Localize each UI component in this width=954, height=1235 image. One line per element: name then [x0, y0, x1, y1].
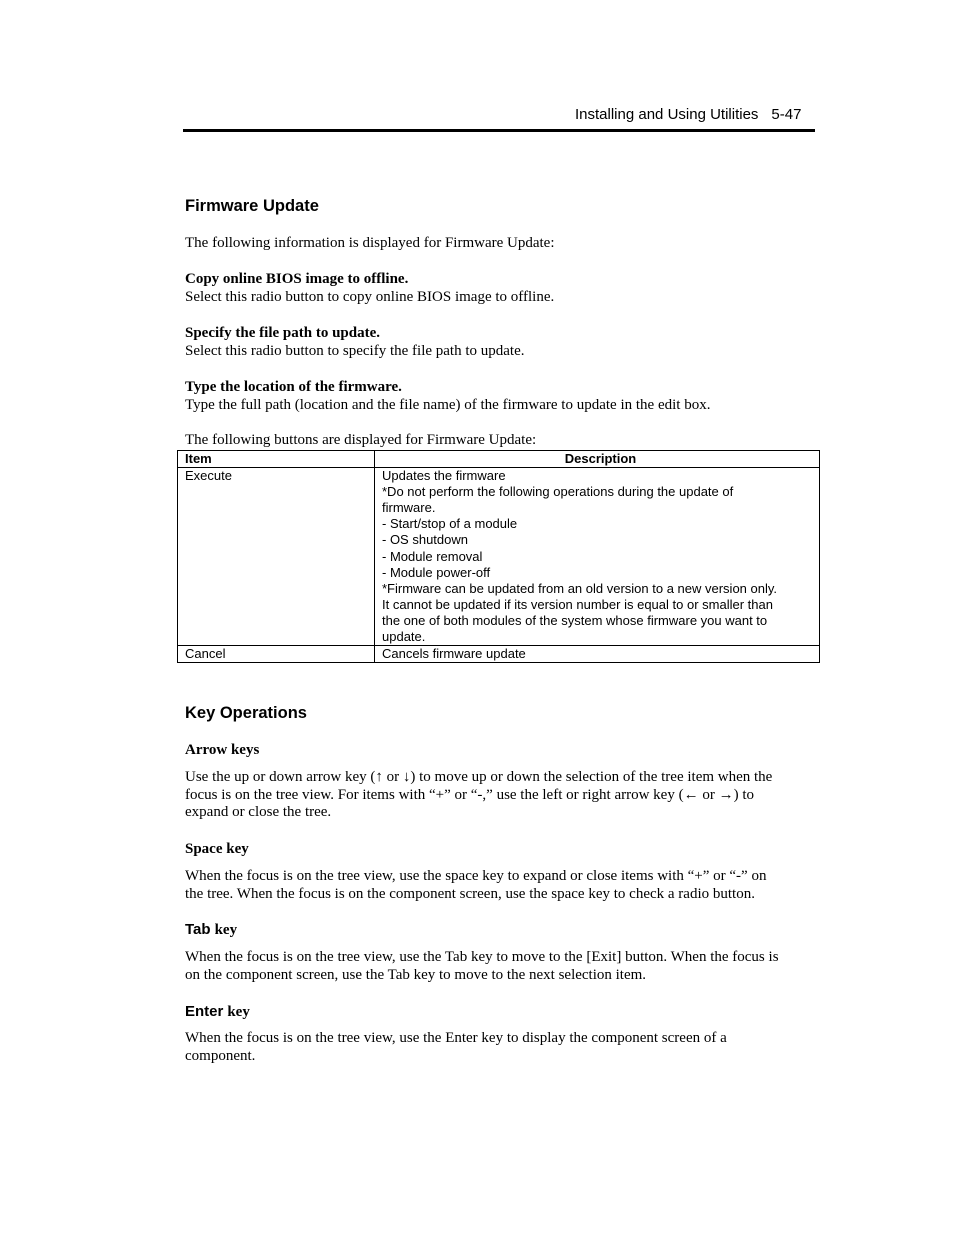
- enter-key-text: [185, 1030, 835, 1065]
- table-row: [178, 468, 820, 646]
- table-header-item: Item: [178, 451, 375, 468]
- option-type-location: [185, 379, 825, 414]
- table-cell-item: Execute: [178, 468, 375, 646]
- tab-key-suffix: key: [214, 922, 238, 938]
- text-line: When the focus is on the tree view, use the Enter key to display the component screen of a: [185, 1030, 727, 1046]
- text-line: Use the up or down arrow key (↑ or ↓) to move up or down the selection of the tree item when the: [185, 769, 773, 785]
- option-title: Type the location of the firmware.: [185, 379, 402, 395]
- buttons-intro: The following buttons are displayed for Firmware Update:: [185, 432, 537, 448]
- description-line: It cannot be updated if its version number is equal to or smaller than: [382, 596, 773, 612]
- page-number: 5-47: [771, 106, 802, 123]
- arrow-keys-title: Arrow keys: [185, 742, 260, 758]
- description-line: Updates the firmware: [382, 468, 506, 484]
- option-text: Select this radio button to copy online BIOS image to offline.: [185, 288, 555, 305]
- text-line: When the focus is on the tree view, use the Tab key to move to the [Exit] button. When the focus is: [185, 949, 779, 965]
- option-text: Type the full path (location and the file name) of the firmware to update in the edit box.: [185, 396, 711, 413]
- table-cell-description: [375, 468, 820, 646]
- description-line: Cancels firmware update: [382, 646, 526, 662]
- table-header-description: Description: [375, 451, 820, 468]
- table-header-row: [178, 451, 820, 468]
- text-line: expand or close the tree.: [185, 804, 332, 821]
- description-line: the one of both modules of the system whose firmware you want to: [382, 612, 768, 628]
- description-line: - Module power-off: [382, 564, 491, 580]
- table-cell-description: [375, 646, 820, 663]
- tab-key-text: [185, 949, 835, 984]
- enter-key-suffix: key: [227, 1004, 250, 1020]
- option-specify-file-path: [185, 325, 825, 360]
- description-line: - OS shutdown: [382, 532, 468, 548]
- option-title: Specify the file path to update.: [185, 325, 380, 341]
- description-line: - Start/stop of a module: [382, 516, 518, 532]
- firmware-update-heading: Firmware Update: [185, 197, 319, 215]
- space-key-text: [185, 868, 835, 903]
- running-header: [575, 106, 801, 123]
- tab-key-title: [185, 921, 237, 939]
- description-line: - Module removal: [382, 548, 483, 564]
- header-section-title: Installing and Using Utilities: [575, 106, 759, 123]
- description-line: update.: [382, 629, 426, 645]
- tab-key-name: Tab: [185, 921, 211, 938]
- text-line: on the component screen, use the Tab key to move to the next selection item.: [185, 966, 647, 983]
- enter-key-name: Enter: [185, 1003, 224, 1020]
- text-line: component.: [185, 1047, 256, 1064]
- option-text: Select this radio button to specify the file path to update.: [185, 342, 525, 359]
- firmware-intro: The following information is displayed for Firmware Update:: [185, 235, 555, 251]
- buttons-table: [177, 450, 820, 663]
- arrow-keys-text: [185, 769, 835, 822]
- description-line: *Do not perform the following operations during the update of: [382, 484, 734, 500]
- table-cell-item: Cancel: [178, 646, 375, 663]
- enter-key-title: [185, 1003, 250, 1021]
- option-title: Copy online BIOS image to offline.: [185, 271, 409, 287]
- key-operations-heading: Key Operations: [185, 704, 307, 722]
- description-line: *Firmware can be updated from an old version to a new version only.: [382, 580, 778, 596]
- option-copy-online-bios: [185, 271, 825, 306]
- text-line: focus is on the tree view. For items with “+” or “-,” use the left or right arrow key (← or →) to: [185, 786, 754, 803]
- text-line: When the focus is on the tree view, use the space key to expand or close items with “+” or “-” on: [185, 868, 767, 884]
- header-rule: [183, 129, 815, 132]
- table-row: [178, 646, 820, 663]
- space-key-title: Space key: [185, 841, 249, 857]
- description-line: firmware.: [382, 500, 436, 516]
- text-line: the tree. When the focus is on the component screen, use the space key to check a radio button.: [185, 885, 755, 902]
